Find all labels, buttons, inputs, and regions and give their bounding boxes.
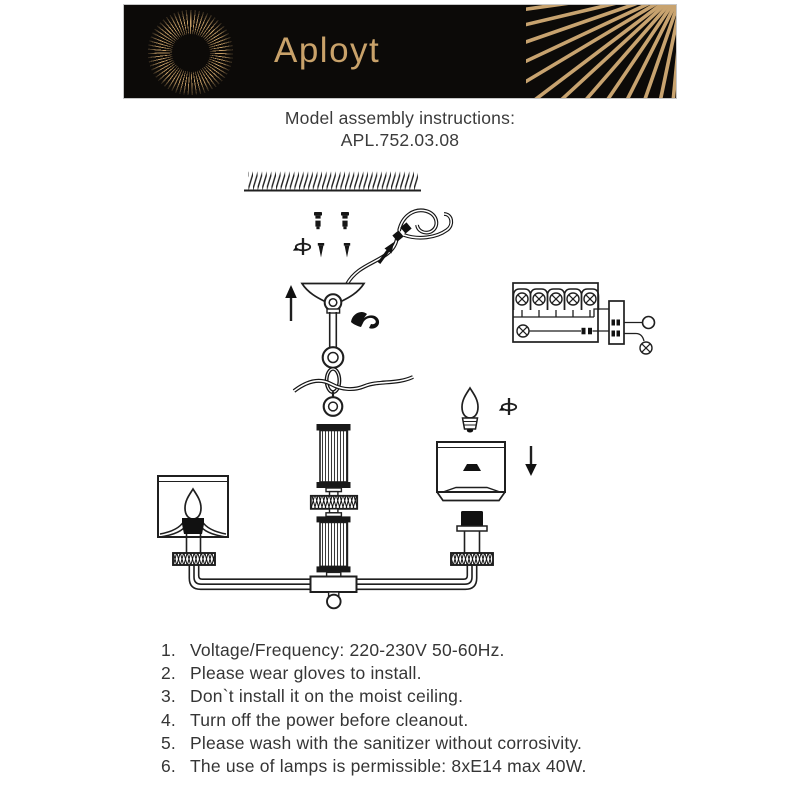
right-lamp: [437, 388, 537, 565]
instruction-item: [161, 732, 701, 755]
title-line2: APL.752.03.08: [340, 130, 460, 150]
ball-finial: [327, 595, 341, 609]
title-line1: Model assembly instructions:: [284, 108, 516, 128]
rotate-icon: [499, 398, 516, 415]
up-arrow-icon: [285, 285, 297, 321]
junction-circle: [643, 317, 655, 329]
item-number: 6.: [161, 756, 176, 777]
instructions-list: [161, 639, 701, 778]
item-text: Voltage/Frequency: 220-230V 50-60Hz.: [190, 640, 505, 660]
instruction-item: [161, 755, 701, 778]
left-lamp: [158, 476, 228, 565]
instruction-item: [161, 709, 701, 732]
suspension-rod: [323, 309, 344, 368]
down-arrow-icon: [525, 446, 537, 476]
item-number: 2.: [161, 663, 176, 684]
item-text: Don`t install it on the moist ceiling.: [190, 686, 464, 707]
item-number: 5.: [161, 732, 176, 753]
wiring-schematic: [513, 283, 655, 354]
canopy: [302, 284, 364, 311]
right-arm: [357, 564, 477, 590]
ceiling-hatch: [244, 171, 421, 191]
brand-logo-text: Aployt: [274, 31, 381, 70]
wire-connector-icon: [347, 210, 451, 284]
terminal-block: [609, 301, 624, 344]
knurled-nut: [311, 496, 357, 509]
instruction-item: [161, 662, 701, 685]
instruction-item: [161, 639, 701, 662]
hook-icon: [351, 312, 379, 329]
rotate-icon: [293, 238, 310, 255]
lamp-socket: [182, 518, 204, 534]
item-number: 3.: [161, 686, 176, 707]
suspension-cable: [294, 377, 413, 416]
instruction-item: [161, 685, 701, 708]
left-arm: [189, 564, 311, 590]
item-text: The use of lamps is permissible: 8xE14 max 40W.: [190, 756, 587, 777]
candle-bulb-icon: [462, 388, 478, 418]
item-number: 4.: [161, 709, 176, 730]
item-number: 1.: [161, 640, 176, 660]
item-text: Please wash with the sanitizer without corrosivity.: [190, 732, 583, 753]
item-text: Please wear gloves to install.: [190, 663, 422, 684]
item-text: Turn off the power before cleanout.: [190, 709, 469, 730]
screw-icons: [318, 243, 350, 258]
arm-hub: [311, 577, 357, 609]
lamp-socket: [461, 511, 483, 527]
wall-plug-icons: [314, 212, 349, 229]
center-column: [311, 424, 357, 577]
